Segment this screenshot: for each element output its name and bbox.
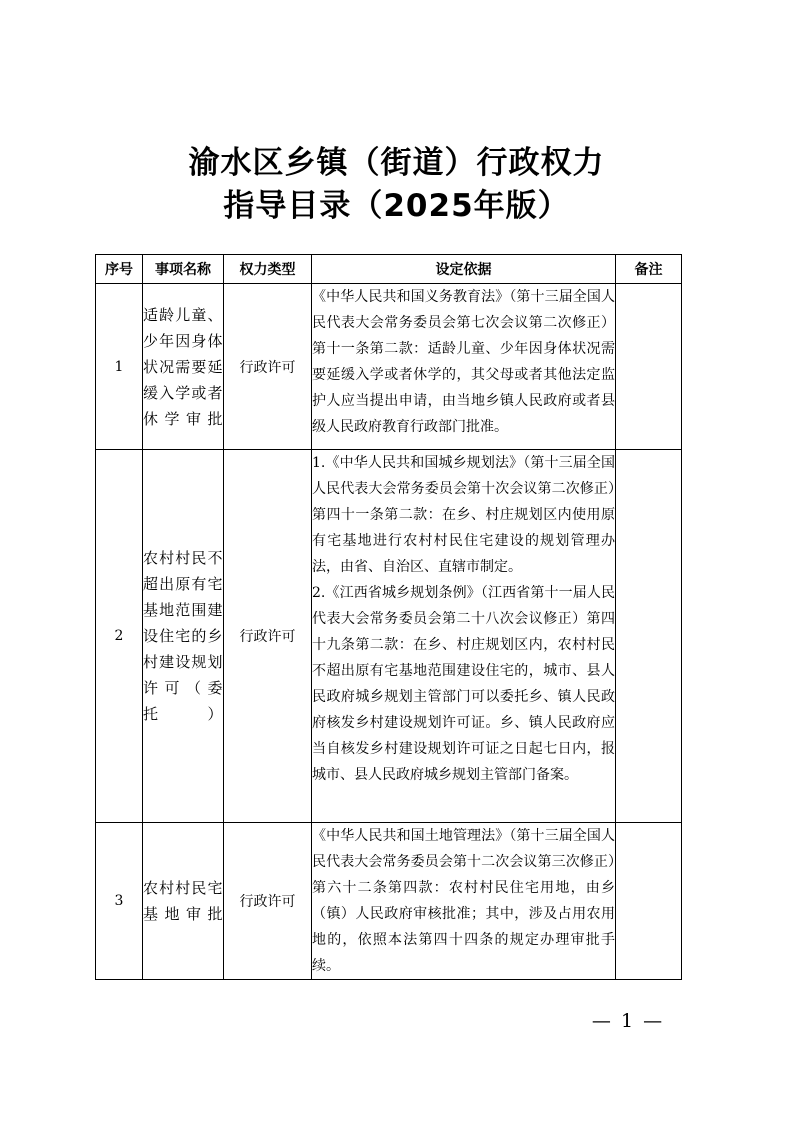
power-catalog-table	[95, 254, 682, 980]
remark	[616, 284, 682, 450]
basis-paragraph: 《中华人民共和国土地管理法》（第十三届全国人民代表大会常务委员会第十二次会议第三次修正）第六十二条第四款：农村村民住宅用地，由乡（镇）人民政府审核批准；其中，涉及占用农用地的，依照本法第四十四条的规定办理审批手续。	[312, 828, 615, 974]
document-title-line-2: 指导目录（2025年版）	[223, 188, 570, 224]
power-type: 行政许可	[224, 284, 312, 450]
header-note: 备注	[616, 255, 682, 284]
legal-basis	[312, 284, 616, 450]
basis-paragraph: 2.《江西省城乡规划条例》（江西省第十一届人民代表大会常务委员会第二十八次会议修正）第四十九条第二款：在乡、村庄规划区内，农村村民不超出原有宅基地范围建设住宅的，城市、县人民政府城乡规划主管部门可以委托乡、镇人民政府核发乡村建设规划许可证。乡、镇人民政府应当自核发乡村建设规划许可证之日起七日内，报城市、县人民政府城乡规划主管部门备案。	[312, 585, 615, 783]
item-name: 适龄儿童、少年因身体状况需要延缓入学或者休学审批	[143, 284, 224, 450]
remark	[616, 450, 682, 823]
power-type: 行政许可	[224, 450, 312, 823]
item-name: 农村村民宅基地审批	[143, 823, 224, 980]
header-name: 事项名称	[143, 255, 224, 284]
row-number: 2	[96, 450, 143, 823]
page-number: — 1 —	[591, 1010, 665, 1032]
row-number: 1	[96, 284, 143, 450]
legal-basis	[312, 450, 616, 823]
document-title-line-1: 渝水区乡镇（街道）行政权力	[188, 145, 605, 181]
header-type: 权力类型	[224, 255, 312, 284]
power-type: 行政许可	[224, 823, 312, 980]
header-basis: 设定依据	[312, 255, 616, 284]
basis-paragraph: 1.《中华人民共和国城乡规划法》（第十三届全国人民代表大会常务委员会第十次会议第二次修正）第四十一条第二款：在乡、村庄规划区内使用原有宅基地进行农村村民住宅建设的规划管理办法，由省、自治区、直辖市制定。	[312, 455, 615, 575]
remark	[616, 823, 682, 980]
header-no: 序号	[96, 255, 143, 284]
table-row	[96, 284, 682, 450]
item-name: 农村村民不超出原有宅基地范围建设住宅的乡村建设规划许可（委托）	[143, 450, 224, 823]
basis-paragraph: 《中华人民共和国义务教育法》（第十三届全国人民代表大会常务委员会第七次会议第二次修正）第十一条第二款：适龄儿童、少年因身体状况需要延缓入学或者休学的，其父母或者其他法定监护人应当提出申请，由当地乡镇人民政府或者县级人民政府教育行政部门批准。	[312, 289, 615, 435]
table-header-row	[96, 255, 682, 284]
table-row	[96, 450, 682, 823]
table-row	[96, 823, 682, 980]
legal-basis	[312, 823, 616, 980]
row-number: 3	[96, 823, 143, 980]
